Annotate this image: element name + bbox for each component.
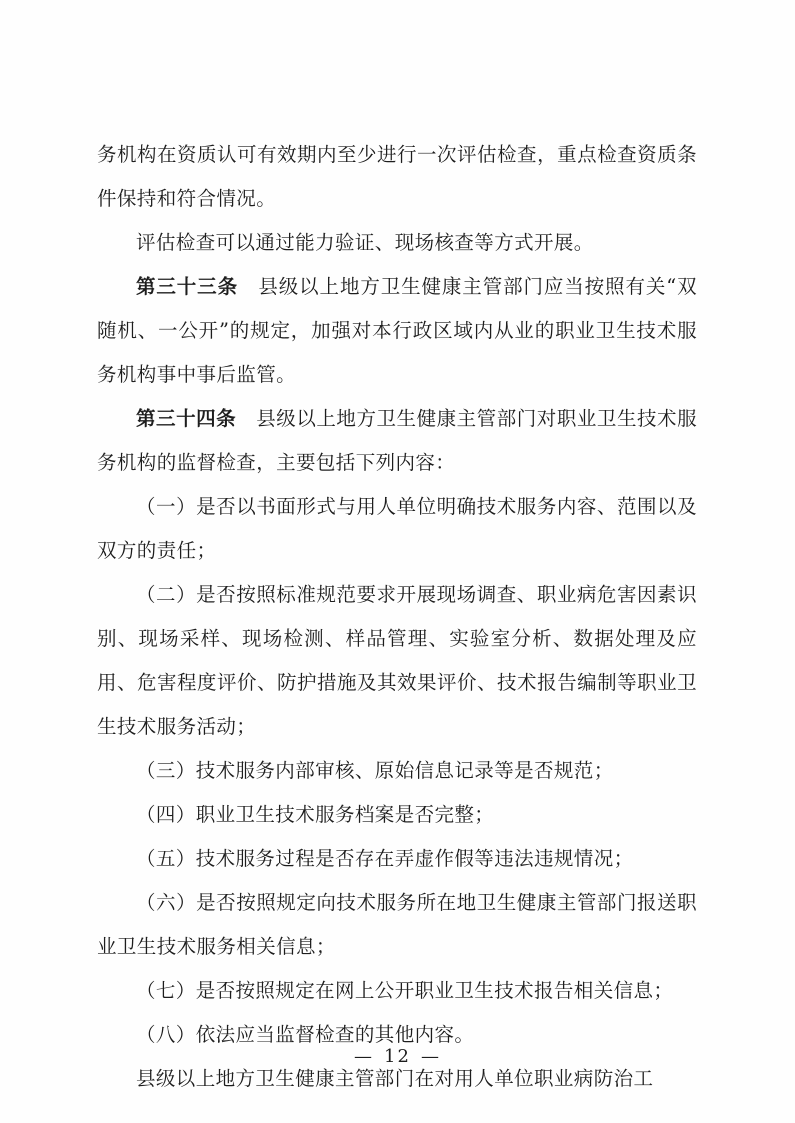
list-item: [97, 969, 697, 1013]
list-item: [97, 485, 697, 573]
footer-dash-right: —: [420, 1046, 441, 1067]
paragraph-text: （六）是否按照规定向技术服务所在地卫生健康主管部门报送职业卫生技术服务相关信息；: [97, 891, 697, 958]
list-item: [97, 837, 697, 881]
paragraph-text: 县级以上地方卫生健康主管部门对职业卫生技术服务机构的监督检查，主要包括下列内容：: [97, 407, 697, 474]
article-paragraph-33: [97, 265, 697, 397]
list-item: [97, 749, 697, 793]
paragraph-text: 务机构在资质认可有效期内至少进行一次评估检查，重点检查资质条件保持和符合情况。: [97, 143, 697, 210]
page-body: [97, 133, 697, 1101]
paragraph: [97, 221, 697, 265]
paragraph-text: 县级以上地方卫生健康主管部门在对用人单位职业病防治工: [136, 1067, 654, 1090]
paragraph-text: 评估检查可以通过能力验证、现场核查等方式开展。: [136, 231, 594, 254]
footer-dash-left: —: [354, 1046, 375, 1067]
list-item: [97, 881, 697, 969]
article-paragraph-34: [97, 397, 697, 485]
paragraph-text: （七）是否按照规定在网上公开职业卫生技术报告相关信息；: [136, 979, 674, 1002]
list-item: [97, 573, 697, 749]
page-number: 12: [384, 1046, 411, 1067]
paragraph-text: （五）技术服务过程是否存在弄虚作假等违法违规情况；: [136, 847, 634, 870]
paragraph-text: （三）技术服务内部审核、原始信息记录等是否规范；: [136, 759, 614, 782]
paragraph-text: （一）是否以书面形式与用人单位明确技术服务内容、范围以及双方的责任；: [97, 495, 697, 562]
article-number-heading: 第三十三条: [136, 275, 238, 298]
list-item: [97, 793, 697, 837]
article-number-heading: 第三十四条: [136, 407, 237, 430]
paragraph-text: （四）职业卫生技术服务档案是否完整；: [136, 803, 495, 826]
paragraph: [97, 133, 697, 221]
page-footer: [0, 1046, 795, 1067]
paragraph-text: （二）是否按照标准规范要求开展现场调查、职业病危害因素识别、现场采样、现场检测、样品管理、实验室分析、数据处理及应用、危害程度评价、防护措施及其效果评价、技术报告编制等职业卫生技术服务活动；: [97, 583, 697, 738]
paragraph-text: 县级以上地方卫生健康主管部门应当按照有关“双随机、一公开”的规定，加强对本行政区域内从业的职业卫生技术服务机构事中事后监管。: [97, 275, 697, 386]
paragraph-text: （八）依法应当监督检查的其他内容。: [136, 1023, 475, 1046]
